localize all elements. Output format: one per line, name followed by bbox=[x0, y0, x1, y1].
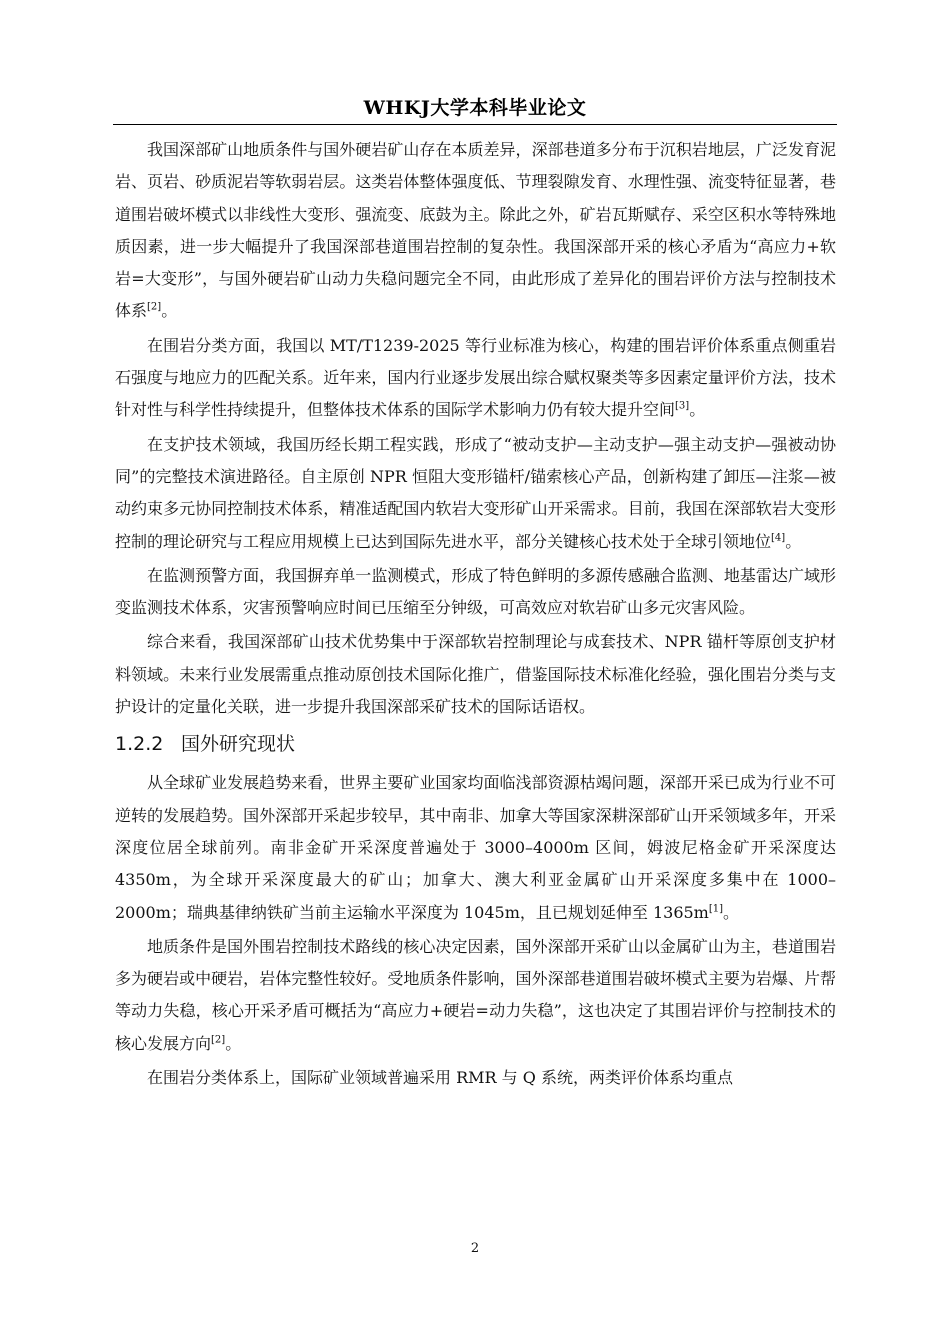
paragraph-text: 我国深部矿山地质条件与国外硬岩矿山存在本质差异，深部巷道多分布于沉积岩地层，广泛发育泥岩、页岩、砂质泥岩等软弱岩层。这类岩体整体强度低、节理裂隙发育、水理性强、流变特征显著，巷道围岩破坏模式以非线性大变形、强流变、底鼓为主。除此之外，矿岩瓦斯赋存、采空区积水等特殊地质因素，进一步大幅提升了我国深部巷道围岩控制的复杂性。我国深部开采的核心矛盾为“高应力+软岩=大变形”，与国外硬岩矿山动力失稳问题完全不同，由此形成了差异化的围岩评价方法与控制技术体系 bbox=[115, 140, 836, 321]
paragraph-text: 地质条件是国外围岩控制技术路线的核心决定因素，国外深部开采矿山以金属矿山为主，巷道围岩多为硬岩或中硬岩，岩体完整性较好。受地质条件影响，国外深部巷道围岩破坏模式主要为岩爆、片帮等动力失稳，核心开采矛盾可概括为“高应力+硬岩=动力失稳”，这也决定了其围岩评价与控制技术的核心发展方向 bbox=[115, 936, 836, 1053]
citation-reference: [3] bbox=[675, 401, 690, 413]
paragraph-end-punctuation: 。 bbox=[723, 902, 740, 922]
citation-reference: [1] bbox=[708, 903, 724, 915]
body-paragraph bbox=[115, 1062, 836, 1094]
section-title: 国外研究现状 bbox=[181, 733, 296, 756]
paragraph-end-punctuation: 。 bbox=[225, 1033, 242, 1053]
paragraph-group-foreign bbox=[115, 767, 836, 1094]
body-content bbox=[115, 134, 836, 1096]
paragraph-end-punctuation: 。 bbox=[785, 531, 802, 551]
paragraph-text: 在监测预警方面，我国摒弃单一监测模式，形成了特色鲜明的多源传感融合监测、地基雷达广域形变监测技术体系，灾害预警响应时间已压缩至分钟级，可高效应对软岩矿山多元灾害风险。 bbox=[115, 565, 836, 618]
citation-reference: [2] bbox=[211, 1034, 226, 1046]
paragraph-text: 在支护技术领域，我国历经长期工程实践，形成了“被动支护—主动支护—强主动支护—强被动协同”的完整技术演进路径。自主原创 NPR 恒阻大变形锚杆/锚索核心产品，创新构建了卸压—注浆—被动约束多元协同控制技术体系，精准适配国内软岩大变形矿山开采需求。目前，我国在深部软岩大变形控制的理论研究与工程应用规模上已达到国际先进水平，部分关键核心技术处于全球引领地位 bbox=[115, 434, 836, 551]
paragraph-text: 在围岩分类方面，我国以 MT/T1239-2025 等行业标准为核心，构建的围岩评价体系重点侧重岩石强度与地应力的匹配关系。近年来，国内行业逐步发展出综合赋权聚类等多因素定量评价方法，技术针对性与科学性持续提升，但整体技术体系的国际学术影响力仍有较大提升空间 bbox=[115, 335, 836, 420]
section-heading bbox=[115, 729, 836, 759]
paragraph-text: 从全球矿业发展趋势来看，世界主要矿业国家均面临浅部资源枯竭问题，深部开采已成为行业不可逆转的发展趋势。国外深部开采起步较早，其中南非、加拿大等国家深耕深部矿山开采领域多年，开采深度位居全球前列。南非金矿开采深度普遍处于 3000–4000m 区间，姆波尼格金矿开采深度达 4350m，为全球开采深度最大的矿山；加拿大、澳大利亚金属矿山开采深度多集中在 1000–2000m；瑞典基律纳铁矿当前主运输水平深度为 1045m，且已规划延伸至 1365m bbox=[115, 773, 836, 922]
citation-reference: [4] bbox=[771, 532, 786, 544]
page-number: 2 bbox=[470, 1241, 480, 1256]
body-paragraph bbox=[115, 134, 836, 328]
body-paragraph bbox=[115, 931, 836, 1060]
body-paragraph bbox=[115, 330, 836, 427]
body-paragraph bbox=[115, 560, 836, 625]
paragraph-end-punctuation: 。 bbox=[689, 400, 706, 420]
body-paragraph bbox=[115, 429, 836, 558]
running-header-title: WHKJ大学本科毕业论文 bbox=[363, 97, 587, 119]
section-number: 1.2.2 bbox=[115, 733, 164, 756]
paragraph-group-domestic bbox=[115, 134, 836, 723]
body-paragraph bbox=[115, 767, 836, 928]
body-paragraph bbox=[115, 626, 836, 723]
citation-reference: [2] bbox=[147, 302, 162, 314]
header-divider bbox=[113, 124, 837, 125]
paragraph-text: 综合来看，我国深部矿山技术优势集中于深部软岩控制理论与成套技术、NPR 锚杆等原创支护材料领域。未来行业发展需重点推动原创技术国际化推广，借鉴国际技术标准化经验，强化围岩分类与支护设计的定量化关联，进一步提升我国深部采矿技术的国际话语权。 bbox=[115, 632, 836, 717]
paragraph-end-punctuation: 。 bbox=[161, 301, 178, 321]
paragraph-text: 在围岩分类体系上，国际矿业领域普遍采用 RMR 与 Q 系统，两类评价体系均重点 bbox=[147, 1068, 733, 1088]
